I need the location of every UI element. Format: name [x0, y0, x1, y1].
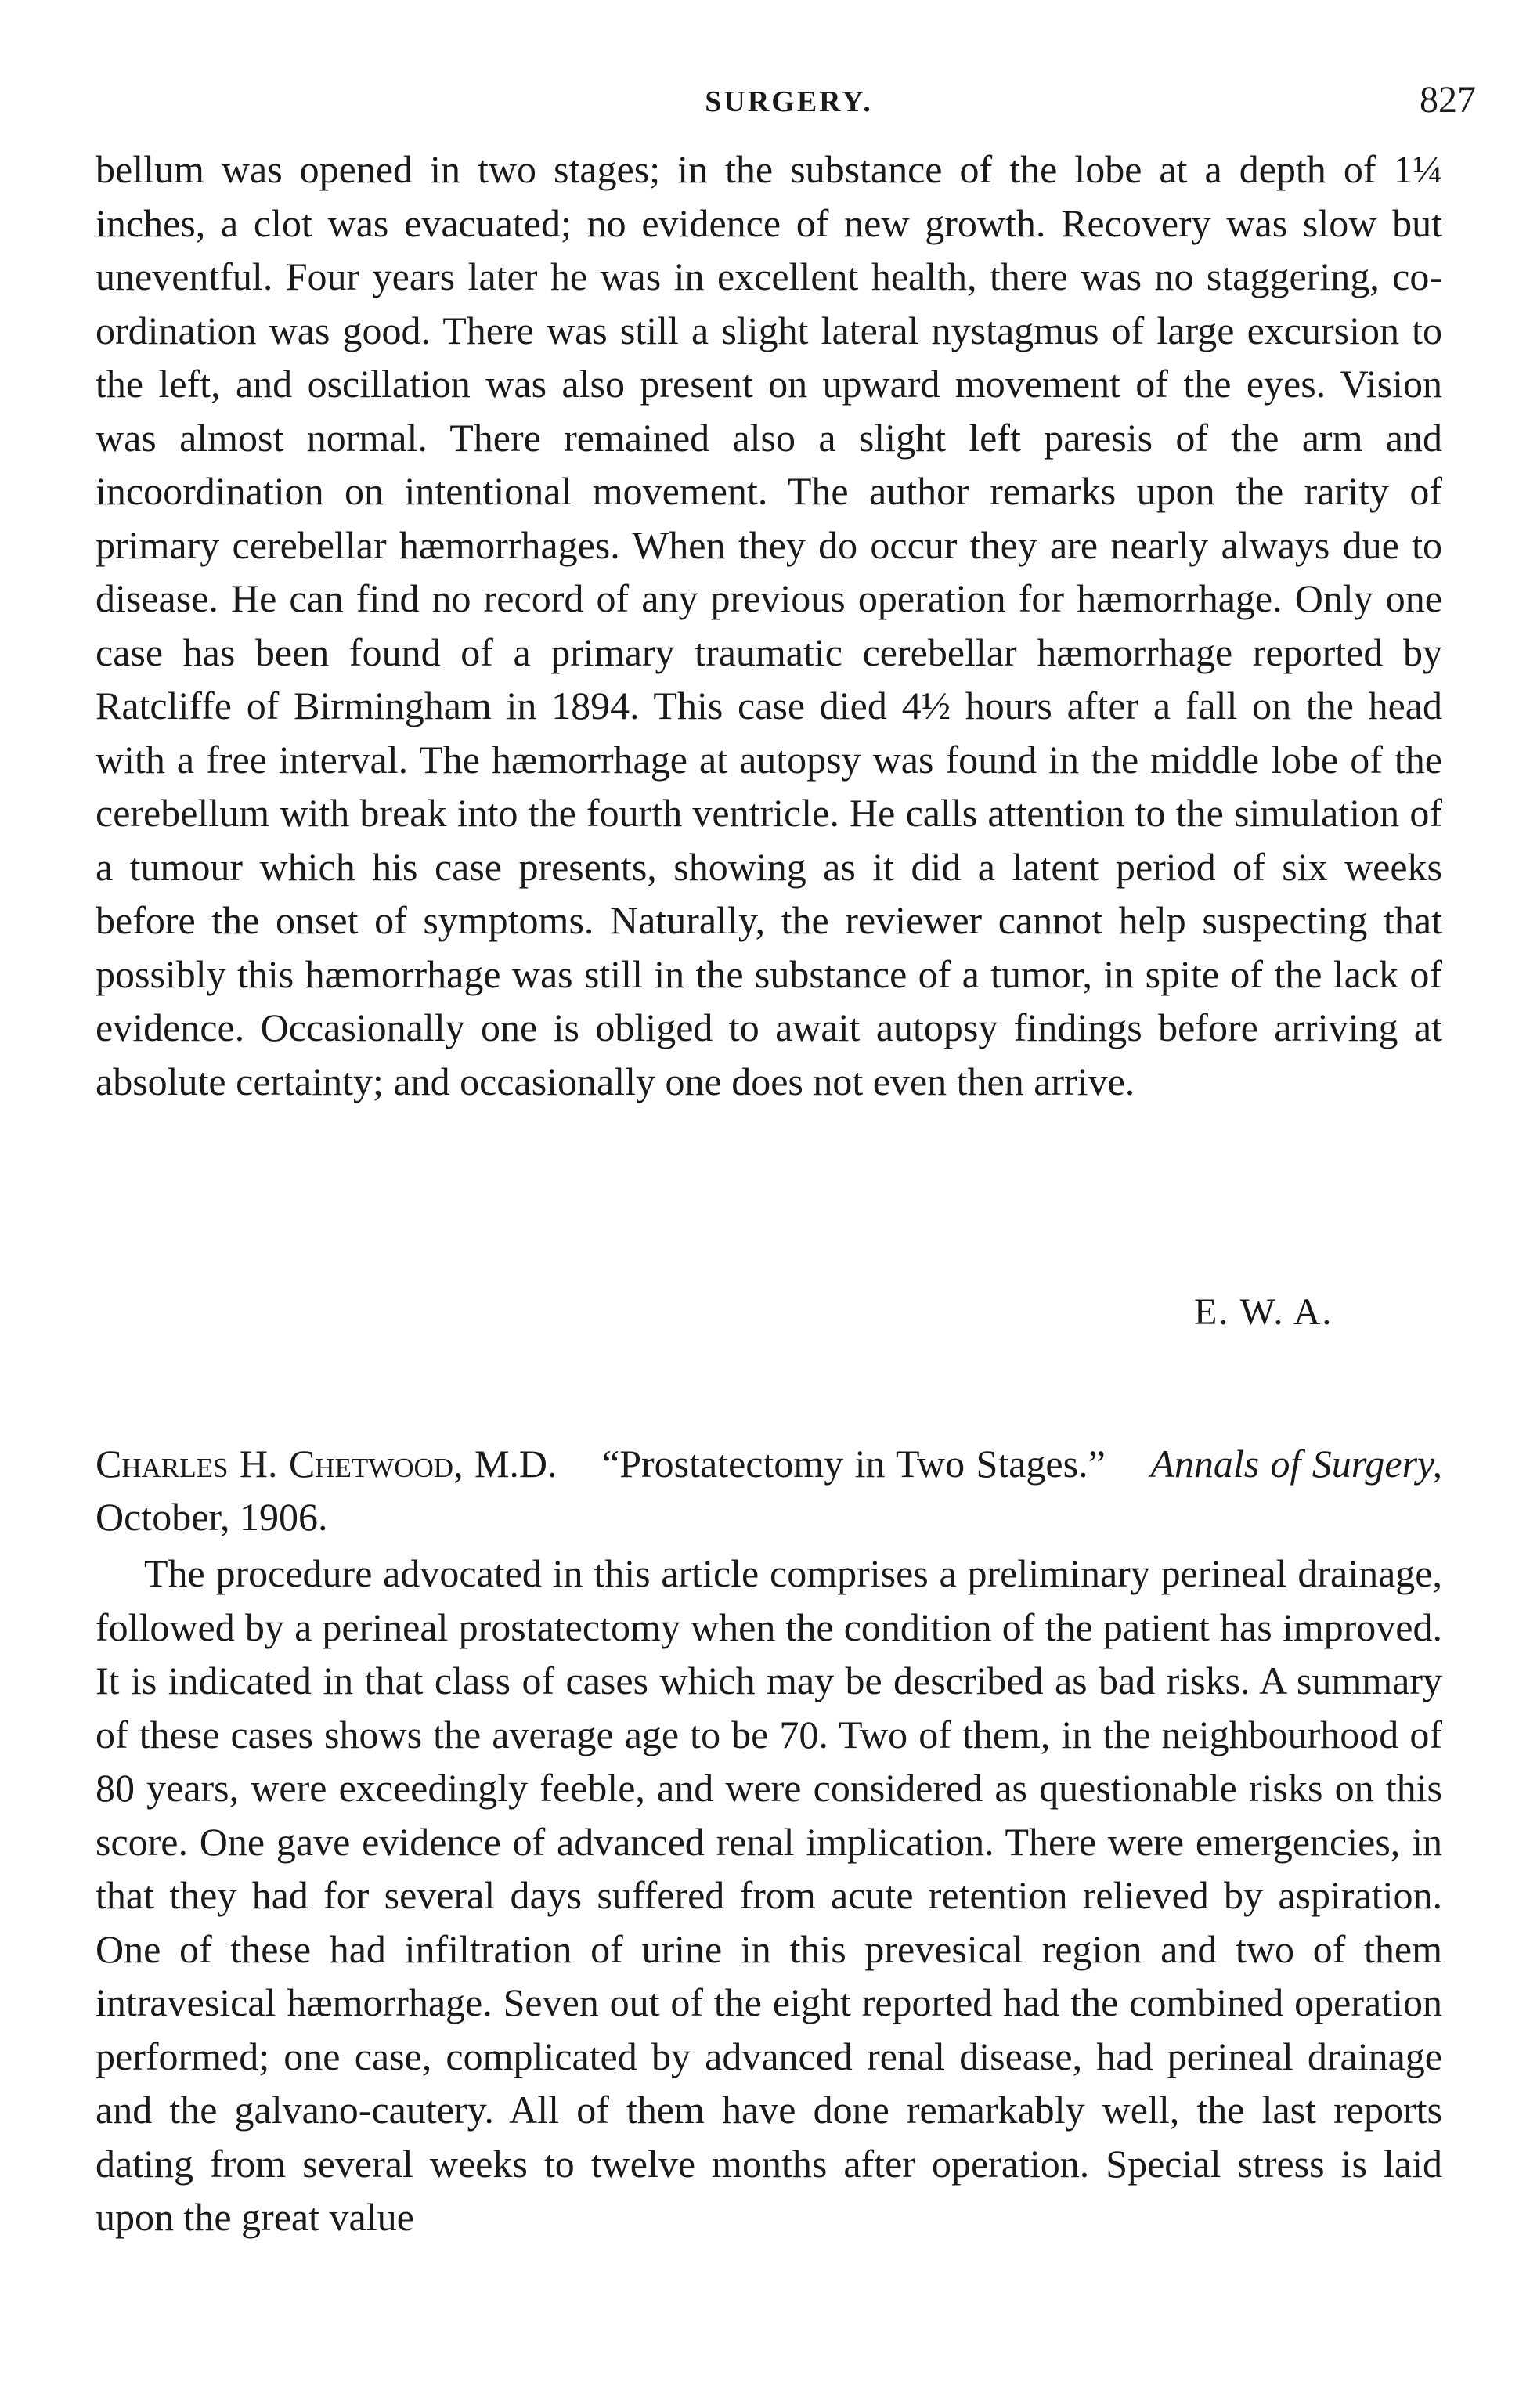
running-head — [102, 78, 1476, 125]
review-1-continued — [96, 143, 1442, 1108]
reviewer-initials: E. W. A. — [1194, 1291, 1333, 1333]
article-citation — [96, 1437, 1442, 1543]
citation-title: “Prostatectomy in Two Stages.” — [602, 1442, 1106, 1486]
review-2 — [96, 1547, 1442, 2244]
citation-date: October, 1906. — [96, 1495, 328, 1539]
page-number: 827 — [1420, 79, 1476, 121]
citation-journal: Annals of Surgery, — [1150, 1442, 1442, 1486]
running-title: SURGERY. — [705, 85, 873, 118]
citation-author: Charles H. Chetwood, M.D. — [96, 1442, 557, 1486]
review-1-body: bellum was opened in two stages; in the substance of the lobe at a depth of 1¼ inches, a clot was evacuated; no evidence of new growth. Recovery was slow but uneventful. Four years later he was in excellent health, there was no staggering, co-ordination was good. There was still a slight lateral nystagmus of large excursion to the left, and oscillation was also present on upward movement of the eyes. Vision was almost normal. There remained also a slight left paresis of the arm and incoordination on intentional movement. The author remarks upon the rarity of primary cerebellar hæmorrhages. When they do occur they are nearly always due to disease. He can find no record of any previous operation for hæmorrhage. Only one case has been found of a primary traumatic cerebellar hæmorrhage reported by Ratcliffe of Birmingham in 1894. This case died 4½ hours after a fall on the head with a free interval. The hæmorrhage at autopsy was found in the middle lobe of the cerebellum with break into the fourth ventricle. He calls attention to the simulation of a tumour which his case presents, showing as it did a latent period of six weeks before the onset of symptoms. Naturally, the reviewer cannot help suspecting that possibly this hæmorrhage was still in the substance of a tumor, in spite of the lack of evidence. Occasionally one is obliged to await autopsy findings before arriving at absolute certainty; and occasionally one does not even then arrive. — [96, 147, 1442, 1103]
review-2-body: The procedure advocated in this article comprises a preliminary perineal drainage, followed by a perineal prostatectomy when the condition of the patient has improved. It is indicated in that class of cases which may be described as bad risks. A summary of these cases shows the average age to be 70. Two of them, in the neighbourhood of 80 years, were exceedingly feeble, and were considered as questionable risks on this score. One gave evidence of advanced renal implication. There were emergencies, in that they had for several days suffered from acute retention relieved by aspiration. One of these had infiltration of urine in this prevesical region and two of them intravesical hæmorrhage. Seven out of the eight reported had the combined operation performed; one case, complicated by advanced renal disease, had perineal drainage and the galvano-cautery. All of them have done remarkably well, the last reports dating from several weeks to twelve months after operation. Special stress is laid upon the great value — [96, 1551, 1442, 2239]
